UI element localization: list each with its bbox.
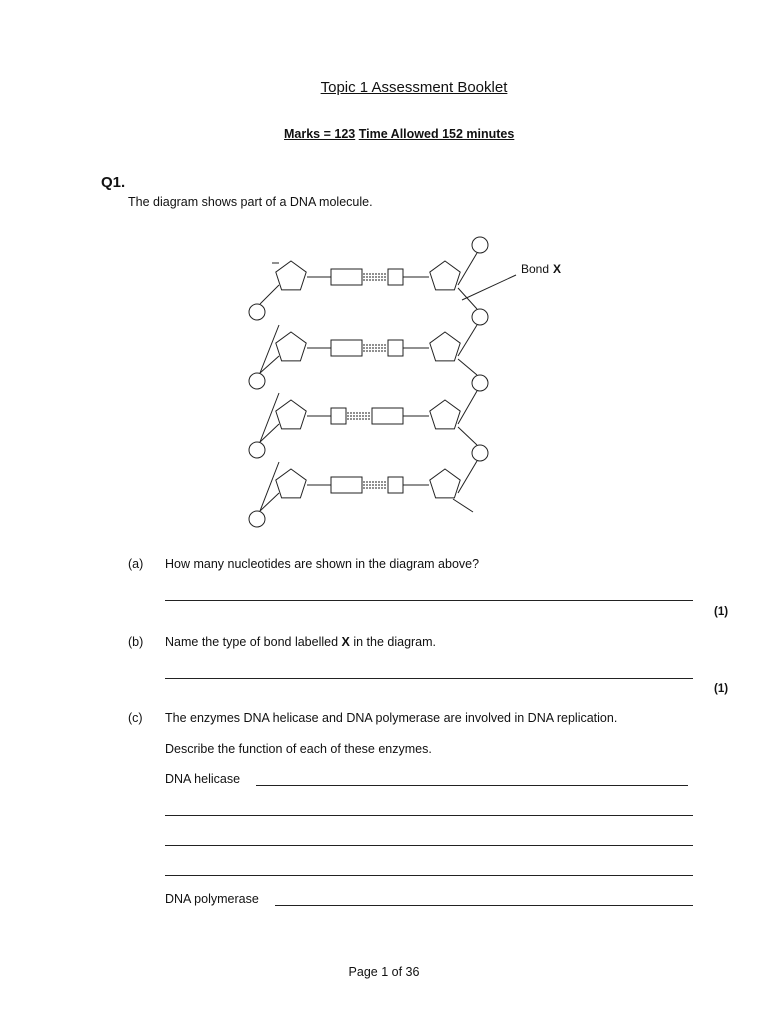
phosphate-right-1 [472,237,488,253]
backbone-right-link-4 [458,461,477,493]
backbone-left-link-1 [260,285,279,304]
backbone-right-up-2 [458,288,477,309]
time-allowed: Time Allowed 152 minutes [358,127,515,141]
backbone-right-link-2 [458,325,477,356]
base-right-4 [388,477,403,493]
base-left-4 [331,477,362,493]
part-a-question: How many nucleotides are shown in the diagram above? [165,557,480,571]
backbone-right-up-3 [458,359,477,375]
sugar-right-2 [430,332,460,361]
booklet-title: Topic 1 Assessment Booklet [320,79,508,96]
dna-helicase-answer-line[interactable] [256,785,688,786]
page-number: Page 1 of 36 [348,965,420,979]
part-b-marks: (1) [714,683,729,695]
answer-line-c-1[interactable] [165,815,693,816]
backbone-left-up-4 [260,462,279,511]
base-right-1 [388,269,403,285]
backbone-left-up-2 [260,325,279,373]
marks-total: Marks = 123 [284,127,356,141]
base-left-2 [331,340,362,356]
sugar-left-3 [276,400,306,429]
sugar-right-1 [430,261,460,290]
part-b-label: (b) [128,635,144,649]
base-right-2 [388,340,403,356]
base-right-3 [372,408,403,424]
phosphate-right-2 [472,309,488,325]
backbone-right-link-3 [458,391,477,424]
backbone-right-bottom [453,499,473,512]
base-left-3 [331,408,346,424]
sugar-right-4 [430,469,460,498]
phosphate-left-4 [249,511,265,527]
part-a-marks: (1) [714,606,729,618]
bond-x-label: Bond X [521,262,562,276]
answer-line-b[interactable] [165,678,693,679]
sugar-right-3 [430,400,460,429]
phosphate-left-2 [249,373,265,389]
question-intro: The diagram shows part of a DNA molecule. [128,195,373,209]
backbone-left-up-3 [260,393,279,442]
phosphate-right-4 [472,445,488,461]
dna-polymerase-label: DNA polymerase [165,892,259,906]
answer-line-c-2[interactable] [165,845,693,846]
sugar-left-1 [276,261,306,290]
backbone-left-link-4 [260,493,279,511]
part-b-question: Name the type of bond labelled X in the diagram. [165,635,437,649]
backbone-left-link-3 [260,424,279,442]
phosphate-right-3 [472,375,488,391]
part-c-label: (c) [128,711,143,725]
sugar-left-2 [276,332,306,361]
part-c-instruction: Describe the function of each of these enzymes. [165,742,432,756]
answer-line-c-3[interactable] [165,875,693,876]
part-a-label: (a) [128,557,144,571]
sugar-left-4 [276,469,306,498]
part-c-question: The enzymes DNA helicase and DNA polymerase are involved in DNA replication. [165,711,618,725]
dna-diagram [230,228,580,530]
marks-and-time [284,127,514,141]
answer-line-a[interactable] [165,600,693,601]
question-number: Q1. [101,174,126,191]
phosphate-left-3 [249,442,265,458]
backbone-right-up-4 [458,427,477,445]
phosphate-left-1 [249,304,265,320]
backbone-right-link-1 [458,253,477,285]
bond-x-pointer [462,275,516,300]
dna-polymerase-answer-line[interactable] [275,905,693,906]
dna-helicase-label: DNA helicase [165,772,241,786]
base-left-1 [331,269,362,285]
